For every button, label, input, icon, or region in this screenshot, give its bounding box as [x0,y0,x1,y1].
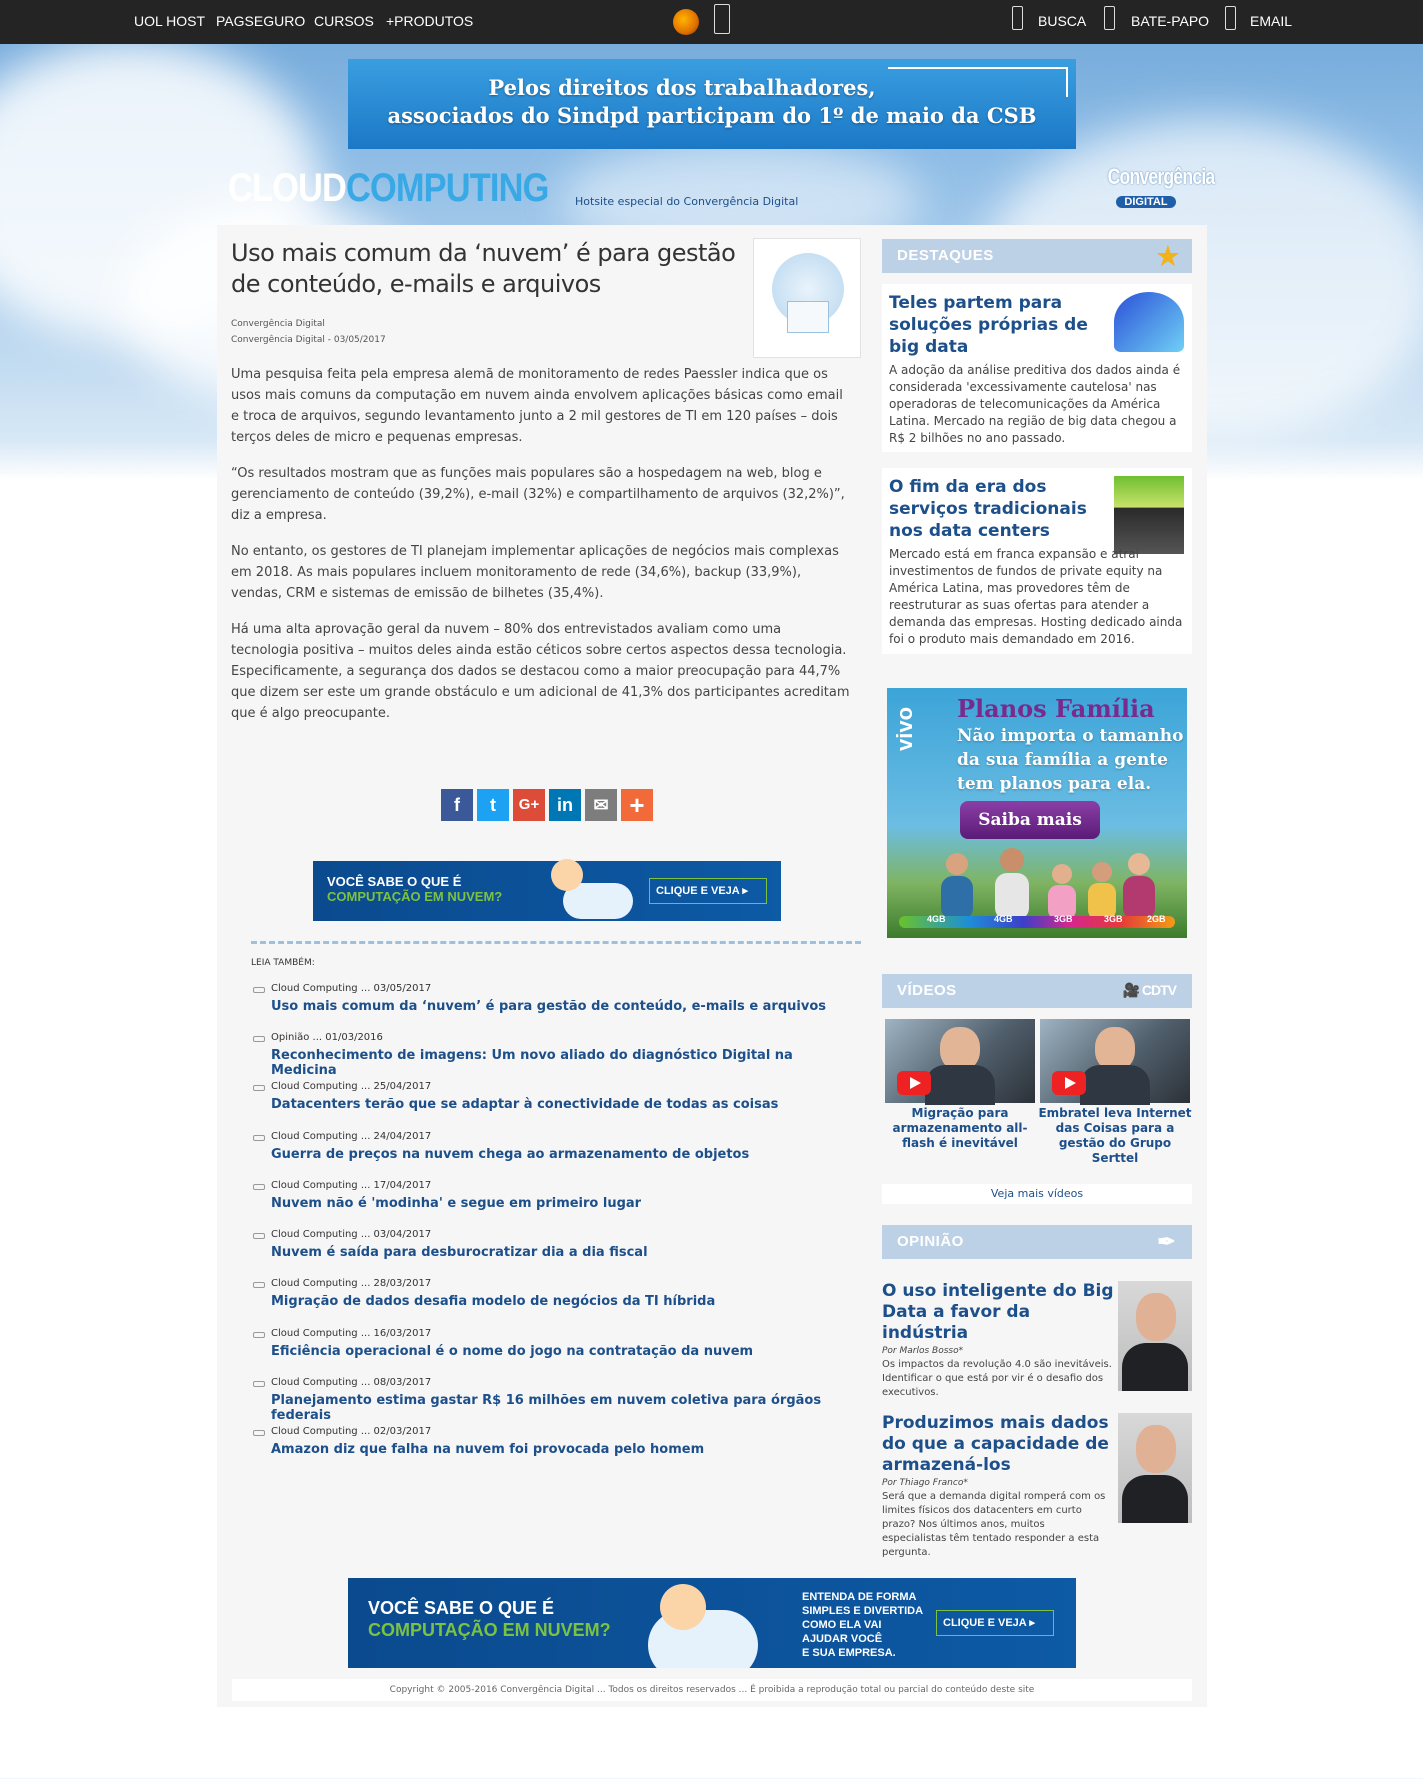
related-item[interactable] [251,1377,851,1423]
camera-icon: 🎥 CDTV [1122,982,1176,998]
vivo-cta-button[interactable]: Saiba mais [960,801,1100,839]
top-navigation-bar [0,0,1423,44]
related-item[interactable] [251,1426,851,1457]
plan-label: 4GB [927,914,946,924]
related-meta: Cloud Computing ... 17/04/2017 [251,1180,851,1191]
related-meta: Cloud Computing ... 16/03/2017 [251,1328,851,1339]
related-link[interactable]: Amazon diz que falha na nuvem foi provocada pelo homem [271,1442,705,1457]
bottom-ad-banner[interactable] [348,1578,1076,1668]
nav-link-produtos[interactable]: +PRODUTOS [386,13,474,29]
mid-ad-banner[interactable] [313,861,781,921]
opiniao-heading [882,1225,1192,1259]
author-photo [1118,1281,1192,1391]
cdtv-logo: CDTV [1141,982,1176,998]
google-plus-icon[interactable]: G+ [513,789,545,821]
related-meta: Cloud Computing ... 24/04/2017 [251,1131,851,1142]
family-photo [917,846,1157,920]
plan-label: 3GB [1054,914,1073,924]
nav-link-email[interactable]: EMAIL [1250,13,1293,29]
top-banner-line2: associados do Sindpd participam do 1º de maio da CSB [387,103,1037,128]
related-heading: LEIA TAMBÉM: [251,958,315,968]
article-title: Uso mais comum da ‘nuvem’ é para gestão de conteúdo, e-mails e arquivos [231,239,736,298]
nav-link-bate-papo[interactable]: BATE-PAPO [1131,13,1210,29]
destaques-heading-label: DESTAQUES [897,247,994,264]
cd-logo-top: Convergência [1107,164,1215,189]
vivo-body-line1: Não importa o tamanho [957,726,1184,746]
opinion-author: Por Thiago Franco* [882,1478,968,1488]
twitter-icon[interactable]: t [477,789,509,821]
related-meta: Cloud Computing ... 03/04/2017 [251,1229,851,1240]
related-item[interactable] [251,1180,851,1211]
destaque-card[interactable] [882,284,1192,452]
star-icon: ★ [1156,241,1180,271]
related-item[interactable] [251,1032,851,1078]
plan-label: 3GB [1104,914,1123,924]
bottom-banner-cta-button[interactable]: CLIQUE E VEJA ▸ [936,1610,1054,1636]
related-link[interactable]: Datacenters terão que se adaptar à conectividade de todas as coisas [271,1097,779,1112]
nav-link-busca[interactable]: BUSCA [1038,13,1087,29]
footer-copyright: Copyright © 2005-2016 Convergência Digital ... Todos os direitos reservados ... É proibida a reprodução total ou parcial do conteúdo deste site [232,1679,1192,1701]
mid-banner-cta-button[interactable]: CLIQUE E VEJA ▸ [649,878,767,904]
bottom-banner-cta-label: CLIQUE E VEJA [943,1617,1027,1629]
related-link[interactable]: Uso mais comum da ‘nuvem’ é para gestão de conteúdo, e-mails e arquivos [271,999,827,1014]
destaque-card[interactable] [882,468,1192,654]
mobile-device-icon[interactable] [714,4,730,34]
related-link[interactable]: Nuvem é saída para desburocratizar dia a dia fiscal [271,1245,648,1260]
article-paragraph: Há uma alta aprovação geral da nuvem – 80% dos entrevistados avaliam como uma tecnologia positiva – muitos deles ainda estão céticos sobre certos aspectos dessa tecnologia. Especificamente, a segurança dos dados se destacou como a maior preocupação para 44,7% que dizem ser este um grande obstáculo e um adicional de 41,3% dos participantes acreditam que é algo preocupante. [231,622,850,721]
bottom-banner-line2: COMPUTAÇÃO EM NUVEM? [368,1620,611,1640]
plan-label: 2GB [1147,914,1166,924]
convergencia-digital-logo[interactable] [1098,164,1215,209]
related-item[interactable] [251,1278,851,1309]
destaque-title[interactable]: O fim da era dos serviços tradicionais nos data centers [889,477,1087,541]
cloud-computing-logo[interactable] [228,166,548,211]
facebook-icon[interactable]: f [441,789,473,821]
play-icon[interactable] [897,1071,931,1095]
author-head [1136,1425,1176,1473]
author-photo [1118,1413,1192,1523]
opinion-title[interactable]: Produzimos mais dados do que a capacidade de armazená-los [882,1413,1109,1475]
mid-banner-cta-label: CLIQUE E VEJA [656,885,740,897]
presenter-body [925,1065,995,1105]
side-text-line: AJUDAR VOCÊ [802,1633,883,1645]
big-data-illustration [1114,292,1184,352]
related-link[interactable]: Nuvem não é 'modinha' e segue em primeiro lugar [271,1196,642,1211]
destaque-summary: A adoção da análise preditiva dos dados ainda é considerada 'excessivamente cautelosa' nas operadoras de telecomunicações da América Latina. Mercado na região de big data chegou a R$ 2 bilhões no ano passado. [889,363,1181,445]
related-meta: Cloud Computing ... 25/04/2017 [251,1081,851,1092]
opinion-title[interactable]: O uso inteligente do Big Data a favor da indústria [882,1281,1114,1343]
related-item[interactable] [251,983,851,1014]
mascot-illustration [660,1584,706,1630]
video-thumbnail[interactable] [1040,1019,1190,1103]
more-videos-link[interactable]: Veja mais vídeos [882,1184,1192,1204]
related-meta: Cloud Computing ... 02/03/2017 [251,1426,851,1437]
related-meta: Cloud Computing ... 03/05/2017 [251,983,851,994]
mascot-illustration [551,859,583,891]
search-icon[interactable] [1012,6,1023,30]
vivo-body-line2: da sua família a gente [957,750,1168,770]
linkedin-icon[interactable]: in [549,789,581,821]
opinion-author: Por Marlos Bosso* [882,1346,964,1356]
cd-logo-bottom: DIGITAL [1116,196,1175,208]
nav-link-uol-host[interactable]: UOL HOST [134,13,206,29]
destaques-heading [882,239,1192,273]
opinion-item[interactable] [882,1413,1192,1558]
side-text-line: SIMPLES E DIVERTIDA [802,1605,924,1617]
related-link[interactable]: Migração de dados desafia modelo de negócios da TI híbrida [271,1294,716,1309]
mid-banner-line2: COMPUTAÇÃO EM NUVEM? [327,889,503,904]
author-head [1136,1293,1176,1341]
related-link[interactable]: Eficiência operacional é o nome do jogo na contratação da nuvem [271,1344,754,1359]
related-item[interactable] [251,1229,851,1260]
vivo-headline: Planos Família [957,694,1155,723]
video-caption[interactable]: Embratel leva Internet das Coisas para a gestão do Grupo Serttel [1038,1106,1192,1165]
article-source: Convergência Digital [231,319,325,329]
nav-link-pagseguro[interactable]: PAGSEGURO [216,13,306,29]
author-body [1122,1343,1188,1391]
dashed-divider [251,941,861,944]
videos-heading [882,974,1192,1008]
plan-label: 4GB [994,914,1013,924]
opinion-item[interactable] [882,1281,1192,1398]
top-ad-banner[interactable] [348,59,1076,149]
vivo-body-line3: tem planos para ela. [957,774,1152,794]
videos-heading-label: VÍDEOS [897,982,957,999]
related-item[interactable] [251,1131,851,1162]
opinion-summary: Será que a demanda digital romperá com os limites físicos dos datacenters em curto prazo? Nos últimos anos, muitos especialistas têm tentado responder a esta pergunta. [882,1491,1106,1558]
destaque-title[interactable]: Teles partem para soluções próprias de big data [889,293,1088,357]
nav-link-cursos[interactable]: CURSOS [314,13,374,29]
mid-banner-line1: VOCÊ SABE O QUE É [327,874,462,889]
bottom-banner-side-text [802,1590,932,1660]
hotsite-tagline: Hotsite especial do Convergência Digital [575,195,799,208]
related-meta: Cloud Computing ... 28/03/2017 [251,1278,851,1289]
side-text-line: E SUA EMPRESA. [802,1647,896,1659]
article-date: Convergência Digital - 03/05/2017 [231,335,386,345]
related-link[interactable]: Guerra de preços na nuvem chega ao armazenamento de objetos [271,1147,750,1162]
related-item[interactable] [251,1328,851,1359]
opiniao-heading-label: OPINIÃO [897,1233,964,1250]
top-banner-line1: Pelos direitos dos trabalhadores, [488,75,876,100]
author-body [1122,1475,1188,1523]
logo-part-cloud: CLOUD [228,166,347,210]
chat-icon[interactable] [1104,6,1115,30]
article-paragraph: Uma pesquisa feita pela empresa alemã de monitoramento de redes Paessler indica que os usos mais comuns da computação em nuvem ainda envolvem aplicações básicas como email e troca de arquivos, segundo levantamento junto a 2 mil gestores de TI em 120 países – dois terços deles de micro e pequenas empresas. [231,367,843,445]
email-icon[interactable]: ✉ [585,789,617,821]
article-thumbnail [753,238,861,358]
vivo-brand: vivo [892,706,918,752]
uol-logo-icon[interactable] [673,9,699,35]
more-share-icon[interactable]: + [621,789,653,821]
envelope-icon [787,301,829,333]
presenter-body [1080,1065,1150,1105]
datacenter-illustration [1114,476,1184,554]
pen-icon: ✒ [1157,1229,1176,1255]
related-meta: Cloud Computing ... 08/03/2017 [251,1377,851,1388]
article-paragraph: No entanto, os gestores de TI planejam implementar aplicações de negócios mais complexas em 2018. As mais populares incluem monitoramento de rede (34,6%), backup (33,9%), vendas, CRM e sistemas de emissão de bilhetes (35,4%). [231,544,839,601]
side-text-line: COMO ELA VAI [802,1619,882,1631]
related-meta: Opinião ... 01/03/2016 [251,1032,851,1043]
play-icon[interactable] [1052,1071,1086,1095]
email-nav-icon[interactable] [1225,6,1236,30]
related-item[interactable] [251,1081,851,1112]
opinion-summary: Os impactos da revolução 4.0 são inevitáveis. Identificar o que está por vir é o desafio dos executivos. [882,1359,1112,1398]
destaque-summary: Mercado está em franca expansão e atrai investimentos de fundos de private equity na América Latina, mas provedores têm de reestruturar as suas ofertas para atender a demanda das empresas. Hosting dedicado ainda foi o produto mais demandado em 2016. [889,547,1183,646]
related-link[interactable]: Reconhecimento de imagens: Um novo aliado do diagnóstico Digital na Medicina [271,1048,793,1078]
vivo-ad[interactable] [887,688,1187,938]
article-paragraph: “Os resultados mostram que as funções mais populares são a hospedagem na web, blog e gerenciamento de conteúdo (39,2%), e-mail (32%) e compartilhamento de arquivos (32,2%)”, diz a empresa. [231,466,845,523]
video-thumbnail[interactable] [885,1019,1035,1103]
video-caption[interactable]: Migração para armazenamento all-flash é inevitável [892,1106,1028,1150]
logo-part-computing: COMPUTING [346,166,549,210]
side-text-line: ENTENDA DE FORMA [802,1591,917,1603]
related-link[interactable]: Planejamento estima gastar R$ 16 milhões em nuvem coletiva para órgãos federais [271,1393,822,1423]
bottom-banner-line1: VOCÊ SABE O QUE É [368,1598,555,1618]
